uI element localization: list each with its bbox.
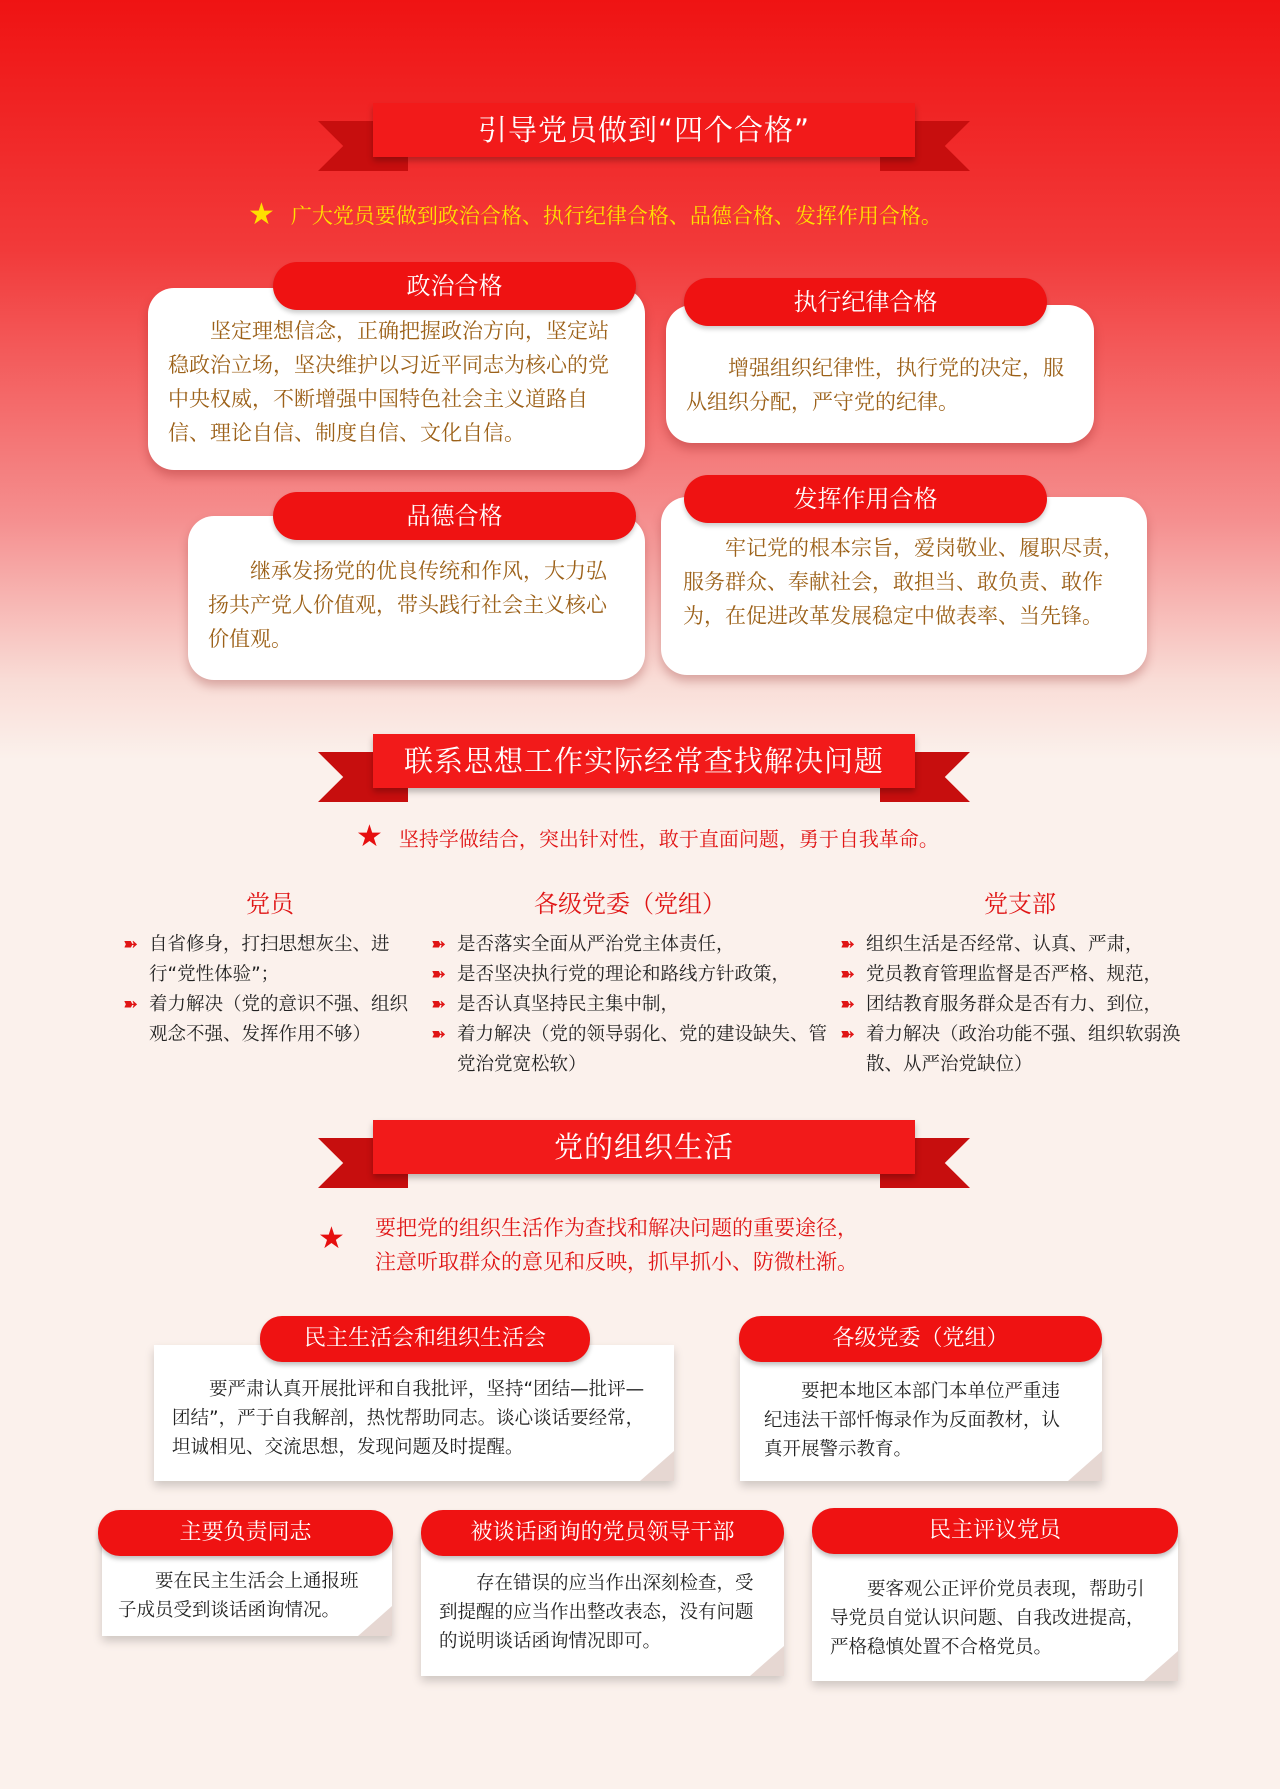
list-item: ➽ 是否坚决执行党的理论和路线方针政策， [431,960,831,990]
list-item: ➽ 是否落实全面从严治党主体责任， [431,930,831,960]
box-democratic-life-text: 要严肃认真开展批评和自我批评，坚持“团结—批评—团结”，严于自我解剖，热忱帮助同志。谈心谈话要经常，坦诚相见、交流思想，发现问题及时提醒。 [172,1379,645,1458]
arrow-bullet-icon: ➽ [123,934,139,955]
box-evaluation-text: 要客观公正评价党员表现，帮助引导党员自觉认识问题、自我改进提高，严格稳慎处置不合格党员。 [830,1579,1145,1658]
box-committee-text: 要把本地区本部门本单位严重违纪违法干部忏悔录作为反面教材，认真开展警示教育。 [764,1381,1061,1460]
box-evaluation-title: 民主评议党员 [812,1508,1178,1554]
column-list-committee [431,930,831,1080]
column-list-branch [840,930,1200,1080]
card-role-title: 发挥作用合格 [684,475,1047,523]
section3-intro-line2: 注意听取群众的意见和反映，抓早抓小、防微杜渐。 [375,1250,858,1274]
box-democratic-life-title: 民主生活会和组织生活会 [260,1316,590,1362]
card-discipline-title: 执行纪律合格 [684,278,1047,326]
star-icon: ★ [248,197,275,232]
section1-intro-text: 广大党员要做到政治合格、执行纪律合格、品德合格、发挥作用合格。 [290,204,942,228]
arrow-bullet-icon: ➽ [431,934,447,955]
section2-banner-title: 联系思想工作实际经常查找解决问题 [373,734,915,788]
section2-intro-text: 坚持学做结合，突出针对性，敢于直面问题，勇于自我革命。 [398,826,939,851]
box-committee-title: 各级党委（党组） [739,1316,1102,1362]
box-principal-text: 要在民主生活会上通报班子成员受到谈话函询情况。 [118,1571,359,1621]
list-item: ➽ 组织生活是否经常、认真、严肃， [840,930,1200,960]
box-committee [740,1348,1102,1481]
section3-banner [318,1120,970,1192]
box-principal-title: 主要负责同志 [98,1510,393,1556]
list-item: ➽ 自省修身，打扫思想灰尘、进行“党性体验”； [123,930,408,990]
list-item: ➽ 着力解决（党的领导弱化、党的建设缺失、管党治党宽松软） [431,1020,831,1080]
card-political-title: 政治合格 [273,262,636,310]
card-discipline-text: 增强组织纪律性，执行党的决定，服从组织分配，严守党的纪律。 [686,356,1064,414]
section1-banner [318,103,970,175]
arrow-bullet-icon: ➽ [431,1024,447,1045]
arrow-bullet-icon: ➽ [431,994,447,1015]
list-item: ➽ 着力解决（政治功能不强、组织软弱涣散、从严治党缺位） [840,1020,1200,1080]
arrow-bullet-icon: ➽ [840,1024,856,1045]
column-title-committee: 各级党委（党组） [534,890,726,918]
list-item: ➽ 是否认真坚持民主集中制， [431,990,831,1020]
box-inquired-title: 被谈话函询的党员领导干部 [421,1510,784,1556]
arrow-bullet-icon: ➽ [431,964,447,985]
card-morality-title: 品德合格 [273,492,636,540]
box-evaluation [812,1533,1178,1681]
card-role-text: 牢记党的根本宗旨，爱岗敬业、履职尽责，服务群众、奉献社会，敢担当、敢负责、敢作为，在促进改革发展稳定中做表率、当先锋。 [683,536,1124,628]
box-inquired-text: 存在错误的应当作出深刻检查，受到提醒的应当作出整改表态，没有问题的说明谈话函询情况即可。 [439,1573,754,1652]
card-morality-text: 继承发扬党的优良传统和作风，大力弘扬共产党人价值观，带头践行社会主义核心价值观。 [208,559,607,651]
card-role [661,497,1147,675]
box-democratic-life [154,1345,674,1481]
section3-banner-title: 党的组织生活 [373,1120,915,1174]
section2-banner [318,734,970,806]
section1-banner-title: 引导党员做到“四个合格” [373,103,915,157]
list-item: ➽ 团结教育服务群众是否有力、到位， [840,990,1200,1020]
section3-intro-line1: 要把党的组织生活作为查找和解决问题的重要途径， [375,1216,858,1240]
card-morality [188,516,645,680]
column-list-member [123,930,408,1050]
list-item: ➽ 党员教育管理监督是否严格、规范， [840,960,1200,990]
card-political-text: 坚定理想信念，正确把握政治方向，坚定站稳政治立场，坚决维护以习近平同志为核心的党中央权威，不断增强中国特色社会主义道路自信、理论自信、制度自信、文化自信。 [168,319,609,445]
arrow-bullet-icon: ➽ [840,934,856,955]
column-title-member: 党员 [246,890,294,918]
section2-intro [356,819,939,854]
arrow-bullet-icon: ➽ [123,994,139,1015]
arrow-bullet-icon: ➽ [840,964,856,985]
card-political [148,288,645,470]
arrow-bullet-icon: ➽ [840,994,856,1015]
section1-intro [248,197,942,232]
column-title-branch: 党支部 [984,890,1056,918]
list-item: ➽ 着力解决（党的意识不强、组织观念不强、发挥作用不够） [123,990,408,1050]
star-icon: ★ [318,1221,345,1256]
star-icon: ★ [356,819,383,854]
